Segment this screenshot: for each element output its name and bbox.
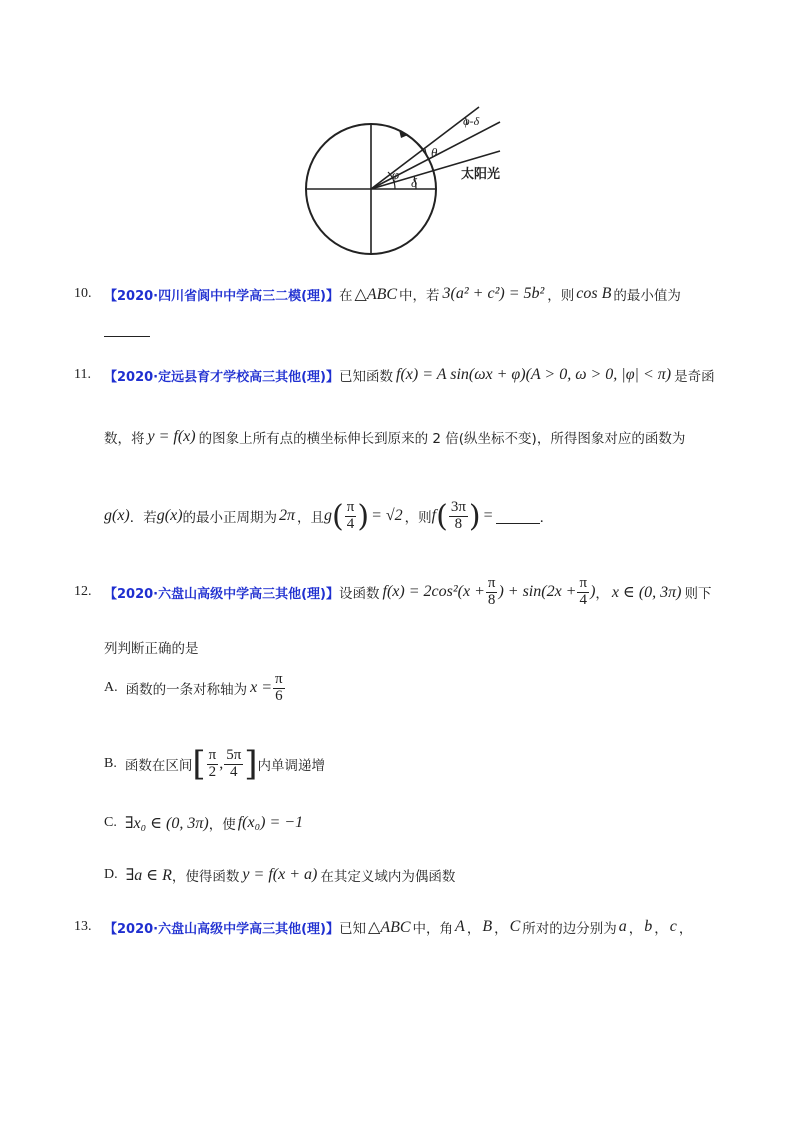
question-11-line-2 bbox=[104, 424, 685, 450]
side-a: a bbox=[618, 918, 627, 935]
right-paren: ) bbox=[468, 498, 481, 534]
function-part: ) + sin(2x + bbox=[498, 583, 577, 600]
text: 已知函数 bbox=[339, 369, 394, 385]
domain: x ∈ (0, 3π) bbox=[611, 584, 682, 601]
denominator: 8 bbox=[487, 591, 496, 608]
text: 数，将 bbox=[104, 431, 145, 447]
gx: g(x) bbox=[156, 507, 183, 524]
text: 在其定义域内为偶函数 bbox=[320, 869, 456, 885]
text: 所对的边分别为 bbox=[522, 921, 617, 937]
fraction-pi-over-4 bbox=[345, 500, 357, 533]
equation: 3(a² + c²) = 5b² bbox=[442, 285, 545, 302]
text: ，使 bbox=[208, 817, 236, 833]
question-number: 13. bbox=[74, 919, 92, 934]
angle-a: A bbox=[455, 918, 465, 935]
exists-expression: ∃x₀ ∈ (0, 3π) bbox=[124, 815, 209, 832]
denominator: 2 bbox=[208, 763, 217, 780]
answer-blank bbox=[104, 336, 150, 337]
label-theta: θ bbox=[431, 145, 438, 160]
question-number: 12. bbox=[74, 584, 92, 599]
option-label: B. bbox=[104, 756, 117, 771]
gx: g(x) bbox=[104, 507, 130, 524]
y-eq-fx: y = f(x) bbox=[147, 428, 196, 445]
triangle-abc: △ABC bbox=[354, 286, 398, 303]
separator: ， bbox=[678, 921, 693, 937]
text: 中，若 bbox=[399, 288, 440, 304]
fraction-pi-over-6 bbox=[273, 672, 285, 705]
text: ， bbox=[595, 586, 609, 602]
left-paren: ( bbox=[436, 498, 448, 534]
text: 在 bbox=[339, 288, 353, 304]
option-b bbox=[104, 740, 325, 788]
denominator: 4 bbox=[346, 515, 355, 532]
g-symbol: g bbox=[324, 507, 333, 524]
text: ，且 bbox=[297, 510, 325, 526]
text: 则下 bbox=[684, 586, 712, 602]
numerator: π bbox=[208, 746, 217, 763]
f-x0-equation: f(x₀) = −1 bbox=[237, 814, 304, 831]
option-d bbox=[104, 862, 455, 888]
triangle-abc: △ABC bbox=[368, 919, 411, 936]
y-eq-f-x-plus-a: y = f(x + a) bbox=[242, 866, 318, 883]
numerator: 3π bbox=[450, 498, 466, 515]
f-symbol: f bbox=[431, 507, 437, 524]
option-label: C. bbox=[104, 815, 117, 830]
denominator: 6 bbox=[275, 687, 283, 704]
question-number: 11. bbox=[74, 367, 91, 382]
text: 设函数 bbox=[339, 586, 380, 602]
numerator: π bbox=[275, 670, 283, 687]
cos-b: cos B bbox=[576, 285, 612, 302]
g-value: = √2 bbox=[371, 507, 403, 524]
exists-expression: ∃a ∈ R bbox=[125, 867, 172, 884]
left-paren: ( bbox=[332, 498, 344, 534]
text: 中，角 bbox=[412, 921, 454, 937]
question-13 bbox=[74, 914, 692, 940]
separator: ， bbox=[628, 921, 643, 937]
text: 函数在区间 bbox=[124, 758, 193, 774]
label-phi-minus-delta: φ-δ bbox=[463, 114, 480, 128]
denominator: 4 bbox=[229, 763, 238, 780]
question-11 bbox=[74, 360, 715, 390]
angle-b: B bbox=[482, 918, 493, 935]
text: 已知 bbox=[339, 921, 367, 937]
text: 函数的一条对称轴为 bbox=[125, 682, 248, 698]
option-c bbox=[104, 810, 303, 836]
question-source: 【2020·定远县育才学校高三其他(理)】 bbox=[104, 369, 340, 385]
fraction-5pi-over-4 bbox=[224, 748, 243, 781]
right-paren: ) bbox=[357, 498, 370, 534]
side-c: c bbox=[669, 918, 677, 935]
right-bracket: ] bbox=[244, 744, 258, 784]
comma: , bbox=[219, 755, 224, 772]
question-12-line-2: 列判断正确的是 bbox=[104, 641, 199, 657]
question-10 bbox=[74, 283, 681, 305]
period-value: 2π bbox=[279, 507, 296, 524]
question-11-line-3 bbox=[104, 496, 553, 536]
sunlight-angle-figure bbox=[295, 95, 515, 265]
text: ，则 bbox=[547, 288, 575, 304]
question-source: 【2020·四川省阆中中学高三二模(理)】 bbox=[104, 288, 340, 304]
text: 的最小正周期为 bbox=[182, 510, 278, 526]
separator: ， bbox=[494, 921, 508, 937]
text: 的最小值为 bbox=[613, 288, 681, 304]
question-number: 10. bbox=[74, 286, 92, 301]
text: ． bbox=[539, 510, 554, 526]
function-definition: f(x) = A sin(ωx + φ)(A > 0, ω > 0, |φ| < π) bbox=[396, 366, 672, 383]
label-delta: δ bbox=[411, 175, 418, 190]
text: ，使得函数 bbox=[171, 869, 240, 885]
option-label: A. bbox=[104, 680, 118, 695]
separator: ， bbox=[654, 921, 668, 937]
fraction-pi-over-8 bbox=[486, 576, 498, 609]
question-source: 【2020·六盘山高级中学高三其他(理)】 bbox=[104, 586, 340, 602]
text: 是奇函 bbox=[674, 369, 715, 385]
side-b: b bbox=[644, 918, 653, 935]
option-a bbox=[104, 668, 286, 708]
denominator: 4 bbox=[579, 591, 588, 608]
label-phi: φ bbox=[392, 167, 400, 182]
fraction-3pi-over-8 bbox=[449, 500, 468, 533]
text: ，则 bbox=[404, 510, 432, 526]
function-part: ) bbox=[590, 583, 596, 600]
text: 的图象上所有点的横坐标伸长到原来的 2 倍(纵坐标不变)，所得图象对应的函数为 bbox=[198, 431, 686, 447]
denominator: 8 bbox=[454, 515, 463, 532]
question-source: 【2020·六盘山高级中学高三其他(理)】 bbox=[104, 921, 340, 937]
label-sunlight: 太阳光 bbox=[461, 167, 501, 182]
separator: ， bbox=[466, 921, 481, 937]
angle-c: C bbox=[509, 918, 521, 935]
function-part: f(x) = 2cos²(x + bbox=[382, 583, 485, 600]
fraction-pi-over-4 bbox=[577, 576, 589, 609]
text: 内单调递增 bbox=[257, 758, 326, 774]
numerator: π bbox=[579, 574, 588, 591]
option-label: D. bbox=[104, 867, 118, 882]
equals: = bbox=[483, 507, 493, 524]
axis-equation: x = bbox=[250, 679, 273, 696]
numerator: π bbox=[346, 498, 355, 515]
answer-blank bbox=[496, 509, 540, 524]
question-12 bbox=[74, 572, 712, 612]
numerator: 5π bbox=[226, 746, 242, 763]
left-bracket: [ bbox=[192, 744, 206, 784]
text: ．若 bbox=[129, 510, 157, 526]
fraction-pi-over-2 bbox=[207, 748, 219, 781]
numerator: π bbox=[487, 574, 496, 591]
